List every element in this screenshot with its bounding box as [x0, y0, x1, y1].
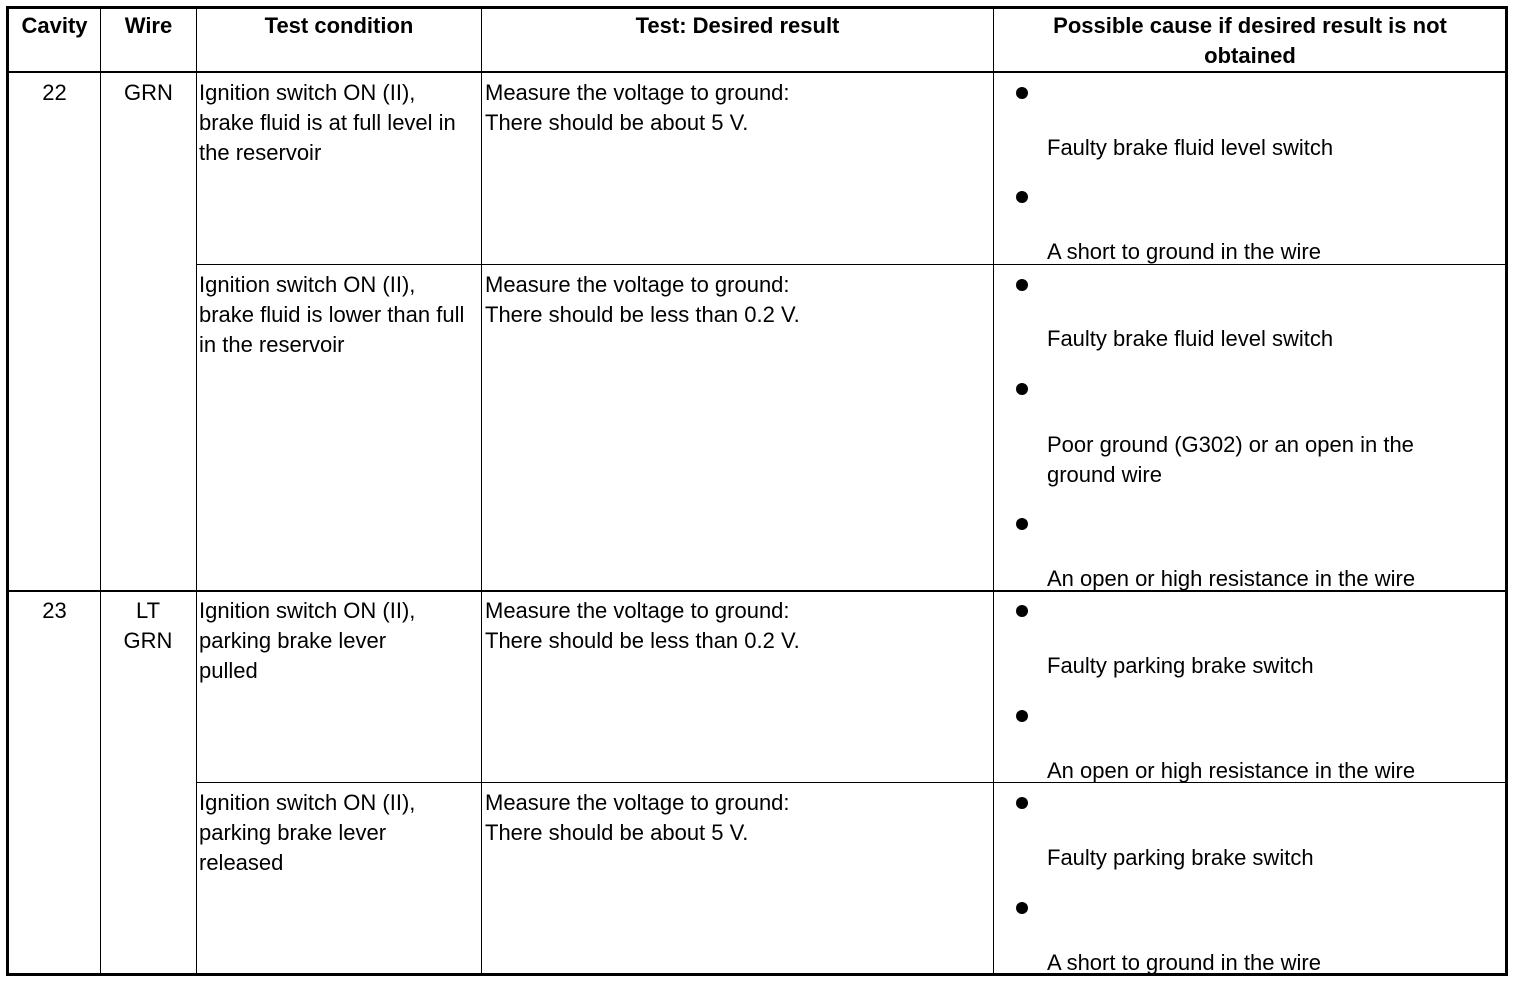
bullet-icon: [1016, 710, 1028, 722]
possible-cause: Poor ground (G302) or an open in the ground wire: [1047, 432, 1414, 487]
possible-cause: Faulty brake fluid level switch: [1047, 326, 1334, 351]
col-divider-3: [481, 6, 482, 976]
desired-result-line: There should be less than 0.2 V.: [485, 302, 800, 327]
test-condition: Ignition switch ON (II), brake fluid is at full level in the reservoir: [199, 80, 456, 165]
bullet-icon: [1016, 279, 1028, 291]
header-divider: [6, 71, 1508, 73]
possible-cause: A short to ground in the wire: [1047, 950, 1321, 975]
border-left: [6, 6, 9, 976]
cavity-value: 23: [42, 598, 67, 623]
possible-cause: Faulty brake fluid level switch: [1047, 135, 1334, 160]
possible-cause: Faulty parking brake switch: [1047, 653, 1314, 678]
possible-cause: A short to ground in the wire: [1047, 239, 1321, 264]
border-right: [1505, 6, 1508, 976]
header-desired-result: Test: Desired result: [635, 13, 840, 38]
desired-result-line: Measure the voltage to ground:: [485, 598, 790, 623]
bullet-icon: [1016, 902, 1028, 914]
test-condition: Ignition switch ON (II), brake fluid is lower than full in the reservoir: [199, 272, 465, 357]
header-cavity: Cavity: [21, 13, 88, 38]
cavity-value: 22: [42, 80, 67, 105]
bullet-icon: [1016, 797, 1028, 809]
header-possible-cause: Possible cause if desired result is not obtained: [1053, 13, 1447, 68]
header-test-condition: Test condition: [264, 13, 414, 38]
desired-result-line: Measure the voltage to ground:: [485, 272, 790, 297]
test-condition: Ignition switch ON (II), parking brake lever released: [199, 790, 416, 875]
possible-cause: Faulty parking brake switch: [1047, 845, 1314, 870]
border-top: [6, 6, 1508, 9]
wire-value: GRN: [124, 80, 173, 105]
desired-result-line: Measure the voltage to ground:: [485, 80, 790, 105]
bullet-icon: [1016, 518, 1028, 530]
col-divider-1: [100, 6, 101, 976]
bullet-icon: [1016, 605, 1028, 617]
desired-result-line: There should be less than 0.2 V.: [485, 628, 800, 653]
bullet-icon: [1016, 383, 1028, 395]
header-wire: Wire: [124, 13, 173, 38]
bullet-icon: [1016, 87, 1028, 99]
wire-value: LT GRN: [123, 598, 173, 653]
bullet-icon: [1016, 191, 1028, 203]
test-condition: Ignition switch ON (II), parking brake lever pulled: [199, 598, 416, 683]
col-divider-4: [993, 6, 994, 976]
possible-cause: An open or high resistance in the wire: [1047, 566, 1416, 591]
col-divider-2: [196, 6, 197, 976]
desired-result-line: Measure the voltage to ground:: [485, 790, 790, 815]
possible-cause: An open or high resistance in the wire: [1047, 758, 1416, 783]
desired-result-line: There should be about 5 V.: [485, 110, 749, 135]
desired-result-line: There should be about 5 V.: [485, 820, 749, 845]
